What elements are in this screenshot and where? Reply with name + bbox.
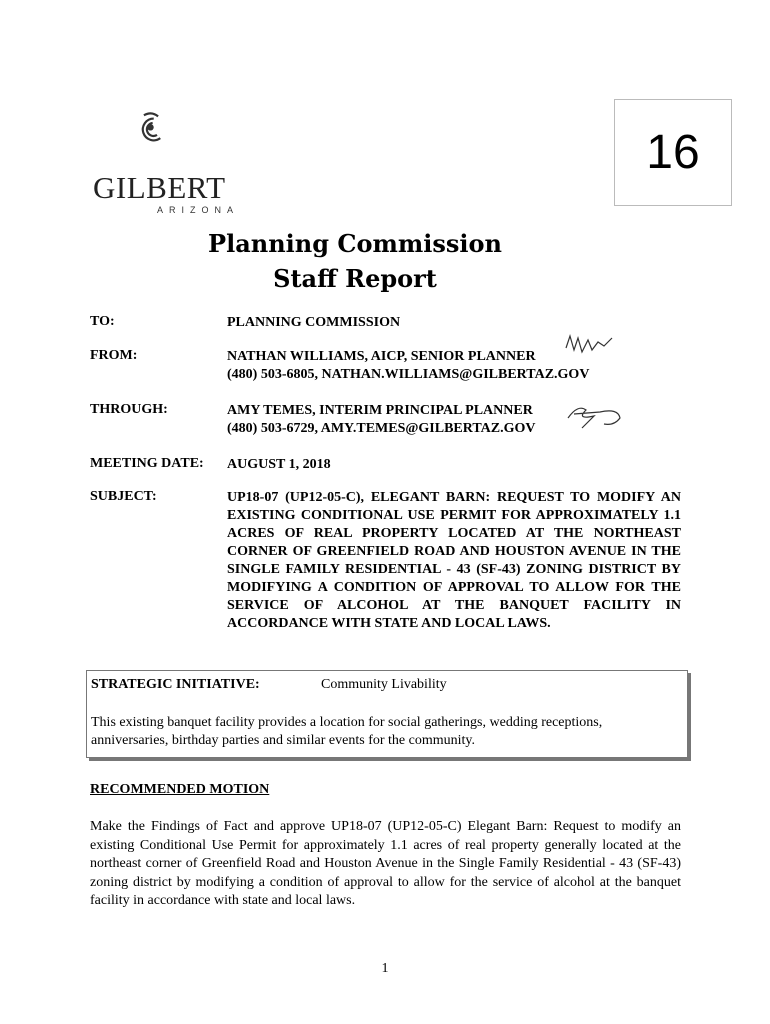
meeting-date-value: AUGUST 1, 2018 [227, 457, 331, 472]
from-signature-icon [562, 330, 622, 360]
page-number: 1 [381, 961, 389, 976]
strategic-initiative-label: STRATEGIC INITIATIVE: [91, 677, 260, 692]
strategic-initiative-value: Community Livability [321, 677, 447, 692]
from-label: FROM: [90, 348, 138, 363]
report-title-line1: Planning Commission [208, 229, 502, 258]
meeting-date-label: MEETING DATE: [90, 456, 204, 471]
strategic-initiative-box [86, 670, 688, 758]
to-label: TO: [90, 314, 115, 329]
through-line1: AMY TEMES, INTERIM PRINCIPAL PLANNER [227, 403, 533, 418]
strategic-initiative-description: This existing banquet facility provides a location for social gatherings, wedding receptions, anniversaries, birthday parties and similar events for the community. [91, 715, 603, 748]
through-line2: (480) 503-6729, AMY.TEMES@GILBERTAZ.GOV [227, 421, 536, 436]
through-signature-icon [564, 398, 626, 432]
agenda-item-number-text: 16 [646, 126, 700, 179]
recommended-motion-body: Make the Findings of Fact and approve UP18-07 (UP12-05-C) Elegant Barn: Request to modify an existing Conditional Use Permit for approximately 1.1 acres of real property generally located at the northeast corner of Greenfield Road and Houston Avenue in the Single Family Residential - 43 (SF-43) zoning district by modifying a condition of approval to allow for the service of alcohol at the banquet facility in accordance with state and local laws. [90, 819, 681, 908]
recommended-motion-heading: RECOMMENDED MOTION [90, 782, 270, 797]
logo-wordmark: GILBERT [93, 170, 226, 205]
agenda-item-number [614, 99, 732, 206]
from-line1: NATHAN WILLIAMS, AICP, SENIOR PLANNER [227, 349, 536, 364]
subject-label: SUBJECT: [90, 489, 157, 504]
logo-subtitle: ARIZONA [157, 205, 240, 215]
through-label: THROUGH: [90, 402, 168, 417]
from-line2: (480) 503-6805, NATHAN.WILLIAMS@GILBERTAZ.GOV [227, 367, 590, 382]
gilbert-logo-icon [88, 112, 238, 172]
report-title-line2: Staff Report [273, 264, 437, 293]
subject-value: UP18-07 (UP12-05-C), ELEGANT BARN: REQUEST TO MODIFY AN EXISTING CONDITIONAL USE PERMIT FOR APPROXIMATELY 1.1 ACRES OF REAL PROPERTY LOCATED AT THE NORTHEAST CORNER OF GREENFIELD ROAD AND HOUSTON AVENUE IN THE SINGLE FAMILY RESIDENTIAL - 43 (SF-43) ZONING DISTRICT BY MODIFYING A CONDITION OF APPROVAL TO ALLOW FOR THE SERVICE OF ALCOHOL AT THE BANQUET FACILITY IN ACCORDANCE WITH STATE AND LOCAL LAWS. [227, 490, 681, 631]
to-value: PLANNING COMMISSION [227, 315, 401, 330]
